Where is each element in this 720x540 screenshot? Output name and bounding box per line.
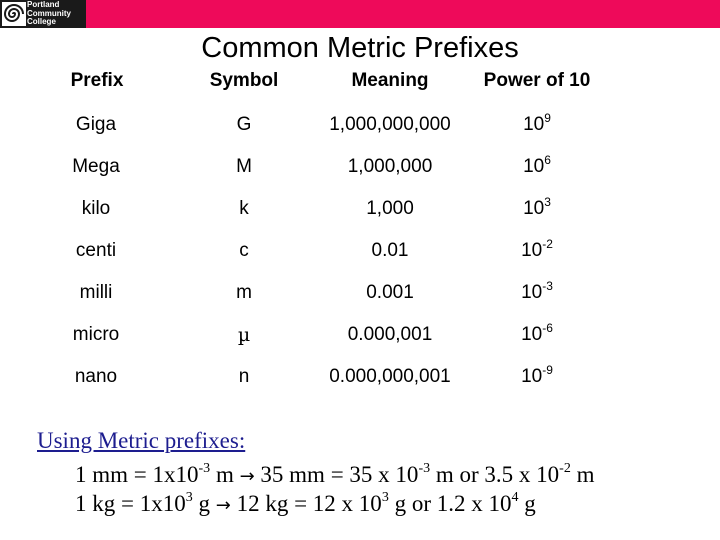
- power-exponent: -3: [542, 279, 553, 293]
- right-arrow-icon: →: [239, 466, 255, 487]
- header-power: Power of 10: [483, 70, 591, 91]
- college-name-line1: Portland: [27, 0, 60, 9]
- example-text: m: [210, 462, 240, 487]
- power-base: 10: [523, 198, 545, 219]
- row-giga-power: [523, 111, 551, 136]
- row-milli-power: [521, 279, 553, 304]
- row-nano-power: [521, 363, 553, 388]
- college-name-line3: College: [27, 17, 56, 26]
- example-text: g: [518, 491, 536, 516]
- power-base: 10: [521, 366, 543, 387]
- row-centi-symbol: c: [239, 240, 249, 261]
- example-exponent: -3: [198, 461, 211, 476]
- power-exponent: 9: [544, 111, 551, 125]
- example-exponent: -3: [418, 461, 431, 476]
- power-exponent: -6: [542, 321, 553, 335]
- power-exponent: -9: [542, 363, 553, 377]
- example-text: 1 mm = 1x10: [75, 462, 199, 487]
- example-text: g: [192, 491, 216, 516]
- example-exponent: 3: [185, 490, 193, 505]
- slide-title: Common Metric Prefixes: [201, 32, 519, 64]
- example-text: m or 3.5 x 10: [430, 462, 560, 487]
- right-arrow-icon: →: [215, 495, 231, 516]
- power-base: 10: [523, 114, 545, 135]
- power-exponent: 6: [544, 153, 551, 167]
- example-text: g or 1.2 x 10: [388, 491, 512, 516]
- row-mega-symbol: M: [236, 156, 252, 177]
- row-milli-meaning: 0.001: [366, 282, 414, 303]
- row-giga-meaning: 1,000,000,000: [329, 114, 451, 135]
- row-micro-meaning: 0.000,001: [347, 324, 433, 345]
- row-kilo-prefix: kilo: [81, 198, 111, 219]
- row-kilo-power: [523, 195, 551, 220]
- header-meaning: Meaning: [351, 70, 429, 91]
- row-milli-prefix: milli: [79, 282, 113, 303]
- power-base: 10: [521, 240, 543, 261]
- row-mega-power: [523, 153, 551, 178]
- row-kilo-symbol: k: [239, 198, 249, 219]
- row-nano-prefix: nano: [74, 366, 118, 387]
- power-base: 10: [521, 324, 543, 345]
- example-line-kg: [75, 491, 536, 519]
- example-text: 1 kg = 1x10: [75, 491, 186, 516]
- example-exponent: 3: [381, 490, 389, 505]
- row-micro-symbol: µ: [237, 324, 251, 346]
- row-centi-meaning: 0.01: [371, 240, 409, 261]
- row-milli-symbol: m: [236, 282, 252, 303]
- example-text: 35 mm = 35 x 10: [254, 462, 419, 487]
- row-kilo-meaning: 1,000: [366, 198, 414, 219]
- example-exponent: 4: [511, 490, 519, 505]
- power-exponent: -2: [542, 237, 553, 251]
- header-symbol: Symbol: [209, 70, 279, 91]
- example-text: 12 kg = 12 x 10: [230, 491, 382, 516]
- example-text: m: [570, 462, 595, 487]
- college-name-line2: Community: [27, 8, 71, 18]
- notes-heading: Using Metric prefixes:: [37, 428, 246, 453]
- power-exponent: 3: [544, 195, 551, 209]
- row-nano-meaning: 0.000,000,001: [329, 366, 451, 387]
- row-giga-symbol: G: [236, 114, 252, 135]
- row-micro-power: [521, 321, 553, 346]
- row-mega-prefix: Mega: [72, 156, 120, 177]
- row-giga-prefix: Giga: [75, 114, 117, 135]
- header-prefix: Prefix: [70, 70, 124, 91]
- power-base: 10: [523, 156, 545, 177]
- example-line-mm: [75, 462, 594, 490]
- example-exponent: -2: [559, 461, 571, 476]
- row-centi-power: [521, 237, 553, 262]
- row-mega-meaning: 1,000,000: [347, 156, 433, 177]
- power-base: 10: [521, 282, 543, 303]
- row-centi-prefix: centi: [75, 240, 117, 261]
- row-micro-prefix: micro: [72, 324, 120, 345]
- row-nano-symbol: n: [238, 366, 250, 387]
